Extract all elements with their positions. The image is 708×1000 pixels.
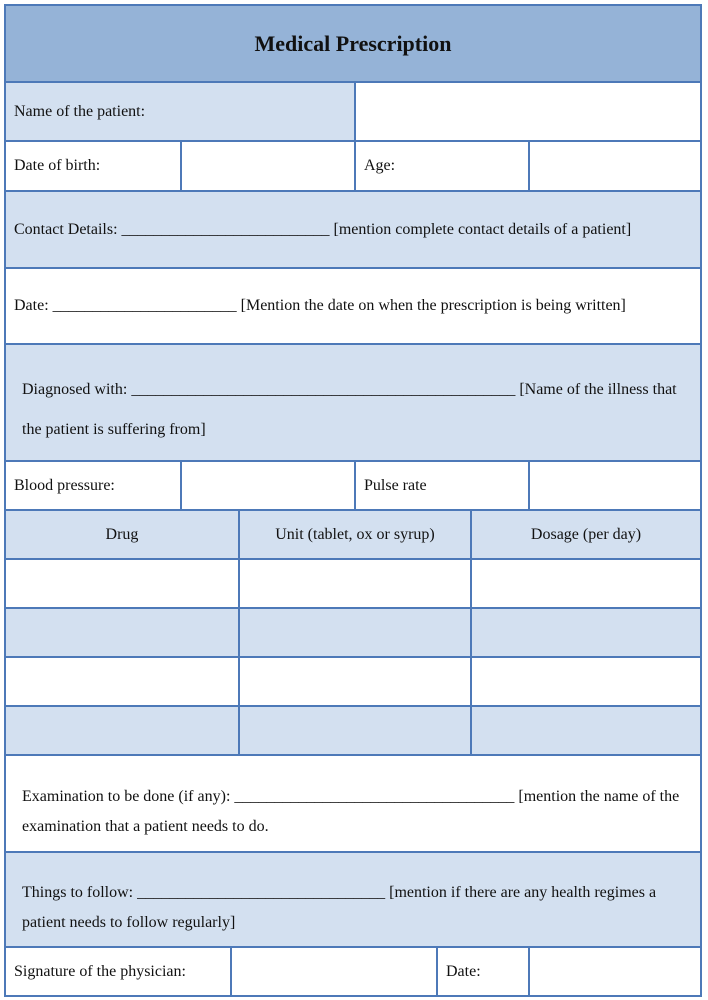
dosage-cell[interactable] xyxy=(470,609,700,656)
unit-column-header: Unit (tablet, ox or syrup) xyxy=(238,511,470,558)
age-field[interactable] xyxy=(528,142,700,190)
patient-name-field[interactable] xyxy=(354,83,700,140)
unit-cell[interactable] xyxy=(238,560,470,607)
dob-field[interactable] xyxy=(180,142,354,190)
table-row xyxy=(6,558,700,607)
dosage-cell[interactable] xyxy=(470,658,700,705)
pulse-rate-label: Pulse rate xyxy=(354,462,528,509)
age-label: Age: xyxy=(354,142,528,190)
follow-row xyxy=(6,851,700,946)
sign-date-label: Date: xyxy=(436,948,528,995)
signature-label: Signature of the physician: xyxy=(14,962,186,980)
diagnosed-row xyxy=(6,343,700,460)
signature-row xyxy=(6,946,700,995)
unit-cell[interactable] xyxy=(238,707,470,754)
examination-row xyxy=(6,754,700,851)
follow-cell xyxy=(6,853,700,946)
unit-cell[interactable] xyxy=(238,609,470,656)
table-row xyxy=(6,705,700,754)
prescription-form xyxy=(4,4,702,997)
patient-name-row xyxy=(6,81,700,140)
pulse-rate-field[interactable] xyxy=(528,462,700,509)
drug-table-header xyxy=(6,509,700,558)
drug-column-header: Drug xyxy=(6,511,238,558)
dob-label: Date of birth: xyxy=(14,157,101,174)
dosage-cell[interactable] xyxy=(470,707,700,754)
dosage-cell[interactable] xyxy=(470,560,700,607)
table-row xyxy=(6,656,700,705)
page-title: Medical Prescription xyxy=(6,6,700,81)
drug-cell[interactable] xyxy=(6,560,238,607)
unit-cell[interactable] xyxy=(238,658,470,705)
diagnosed-cell xyxy=(6,345,700,460)
examination-cell xyxy=(6,756,700,851)
table-row xyxy=(6,607,700,656)
drug-cell[interactable] xyxy=(6,658,238,705)
contact-details-text: Contact Details: __________________________ [mention complete contact details of a patient] xyxy=(6,192,700,267)
vitals-row xyxy=(6,460,700,509)
date-text: Date: _______________________ [Mention the date on when the prescription is being written] xyxy=(14,297,626,314)
title-row xyxy=(6,6,700,81)
follow-text: Things to follow: _______________________________ [mention if there are any health regimes a patient needs to follow regularly] xyxy=(22,883,657,931)
dob-age-row xyxy=(6,140,700,190)
contact-row xyxy=(6,190,700,267)
dosage-column-header: Dosage (per day) xyxy=(470,511,700,558)
blood-pressure-label: Blood pressure: xyxy=(14,476,115,494)
diagnosed-text: Diagnosed with: ________________________________________________ [Name of the illness that the patient is suffering from] xyxy=(22,380,677,438)
date-row xyxy=(6,267,700,343)
drug-cell[interactable] xyxy=(6,609,238,656)
signature-field[interactable] xyxy=(230,948,436,995)
blood-pressure-field[interactable] xyxy=(180,462,354,509)
patient-name-label: Name of the patient: xyxy=(6,83,354,140)
drug-cell[interactable] xyxy=(6,707,238,754)
sign-date-field[interactable] xyxy=(528,948,700,995)
examination-text: Examination to be done (if any): ___________________________________ [mention the name of the examination that a patient needs to do. xyxy=(22,787,680,835)
